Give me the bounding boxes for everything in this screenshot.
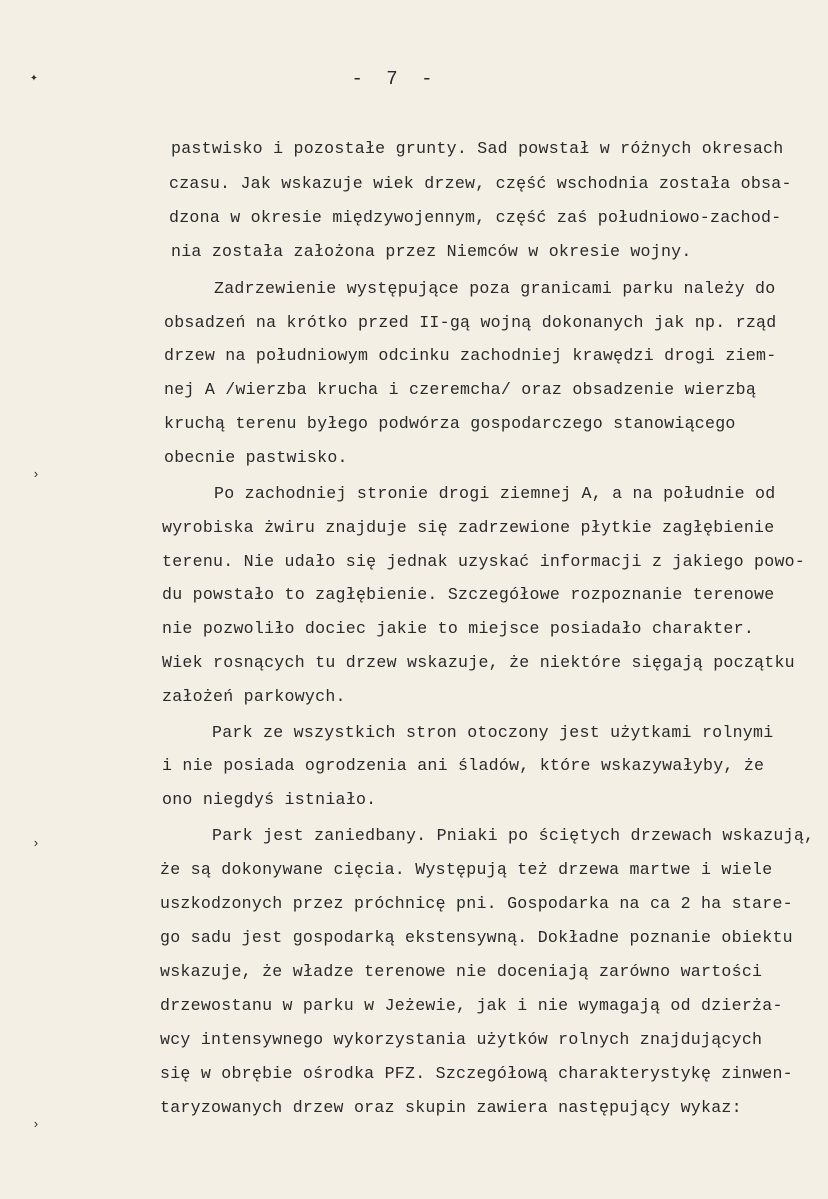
text-line: wskazuje, że władze terenowe nie doceniają zarówno wartości <box>160 962 763 981</box>
margin-tick-1: ✦ <box>30 70 38 85</box>
text-line: terenu. Nie udało się jednak uzyskać informacji z jakiego powo- <box>162 552 806 571</box>
page-number: - 7 - <box>351 68 439 90</box>
text-line: uszkodzonych przez próchnicę pni. Gospodarka na ca 2 ha stare- <box>160 894 793 913</box>
text-line: Wiek rosnących tu drzew wskazuje, że niektóre sięgają początku <box>162 653 795 672</box>
text-line: obecnie pastwisko. <box>164 448 348 467</box>
text-line: wyrobiska żwiru znajduje się zadrzewione płytkie zagłębienie <box>162 518 775 537</box>
text-line: założeń parkowych. <box>162 687 346 706</box>
text-line: nia została założona przez Niemców w okresie wojny. <box>171 242 692 261</box>
text-line: nie pozwoliło dociec jakie to miejsce posiadało charakter. <box>162 619 755 638</box>
text-line: czasu. Jak wskazuje wiek drzew, część wschodnia została obsa- <box>169 174 792 193</box>
text-line: wcy intensywnego wykorzystania użytków rolnych znajdujących <box>160 1030 763 1049</box>
text-line: Park ze wszystkich stron otoczony jest użytkami rolnymi <box>212 723 774 742</box>
text-line: du powstało to zagłębienie. Szczegółowe rozpoznanie terenowe <box>162 585 775 604</box>
text-line: Po zachodniej stronie drogi ziemnej A, a na południe od <box>214 484 776 503</box>
text-line: dzona w okresie międzywojennym, część zaś południowo-zachod- <box>169 208 782 227</box>
text-line: nej A /wierzba krucha i czeremcha/ oraz obsadzenie wierzbą <box>164 380 757 399</box>
text-line: i nie posiada ogrodzenia ani śladów, które wskazywałyby, że <box>162 756 765 775</box>
text-line: go sadu jest gospodarką ekstensywną. Dokładne poznanie obiektu <box>160 928 793 947</box>
text-line: obsadzeń na krótko przed II-gą wojną dokonanych jak np. rząd <box>164 313 777 332</box>
margin-tick-3: › <box>32 836 40 851</box>
text-line: ono niegdyś istniało. <box>162 790 377 809</box>
margin-tick-4: › <box>32 1117 40 1132</box>
text-line: Park jest zaniedbany. Pniaki po ściętych drzewach wskazują, <box>212 826 815 845</box>
margin-tick-2: › <box>32 467 40 482</box>
text-line: taryzowanych drzew oraz skupin zawiera następujący wykaz: <box>160 1098 742 1117</box>
text-line: się w obrębie ośrodka PFZ. Szczegółową charakterystykę zinwen- <box>160 1064 793 1083</box>
text-line: drzewostanu w parku w Jeżewie, jak i nie wymagają od dzierża- <box>160 996 783 1015</box>
text-line: Zadrzewienie występujące poza granicami parku należy do <box>214 279 776 298</box>
text-line: że są dokonywane cięcia. Występują też drzewa martwe i wiele <box>160 860 773 879</box>
text-line: pastwisko i pozostałe grunty. Sad powstał w różnych okresach <box>171 139 784 158</box>
text-line: kruchą terenu byłego podwórza gospodarczego stanowiącego <box>164 414 736 433</box>
text-line: drzew na południowym odcinku zachodniej krawędzi drogi ziem- <box>164 346 777 365</box>
